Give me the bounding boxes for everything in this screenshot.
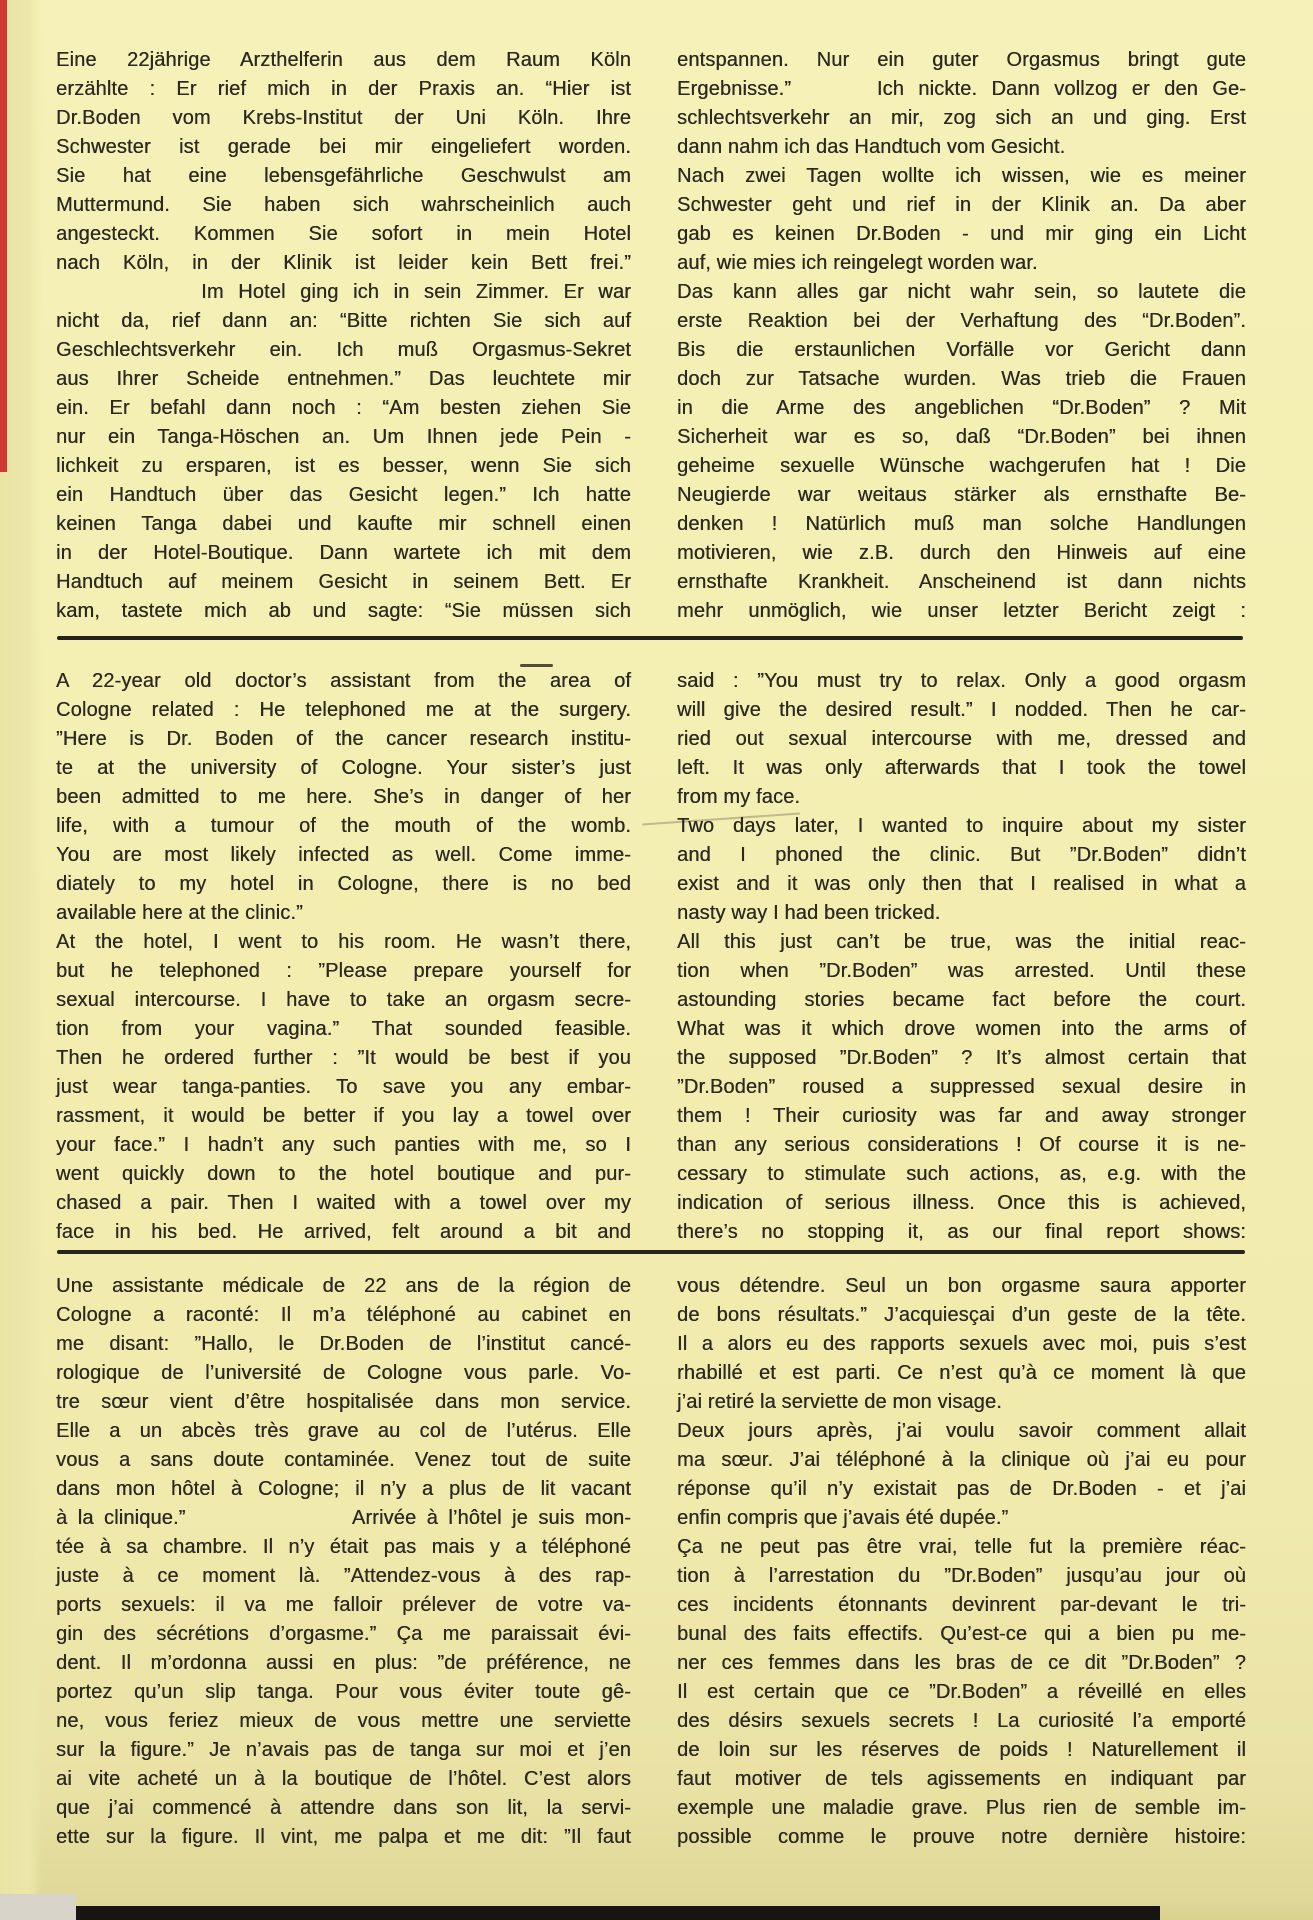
text-line: ette sur la figure. Il vint, me palpa et me dit: ”Il faut [56, 1826, 631, 1848]
text-line: cessary to stimulate such actions, as, e.g. with the [677, 1163, 1246, 1185]
text-line: ces incidents étonnants devinrent par-devant le tri- [677, 1594, 1246, 1616]
text-line: Geschlechtsverkehr ein. Ich muß Orgasmus-Sekret [56, 339, 631, 361]
text-line: Ergebnisse.” Ich nickte. Dann vollzog er den Ge- [677, 78, 1246, 100]
text-line: Il a alors eu des rapports sexuels avec moi, puis s’est [677, 1333, 1246, 1355]
text-line: Nach zwei Tagen wollte ich wissen, wie es meiner [677, 165, 1246, 187]
german-text-section [0, 46, 1313, 626]
text-line: lichkeit zu ersparen, ist es besser, wenn Sie sich [56, 455, 631, 477]
text-line: ”Dr.Boden” roused a suppressed sexual desire in [677, 1076, 1246, 1098]
text-line: rologique de l’université de Cologne vous parle. Vo- [56, 1362, 631, 1384]
section-divider-rule-top [57, 636, 1243, 640]
text-line: Then he ordered further : ”It would be best if you [56, 1047, 631, 1069]
section-divider-rule-bottom [57, 1250, 1245, 1254]
bottom-scan-bar [76, 1906, 1160, 1920]
text-line: keinen Tanga dabei und kaufte mir schnell einen [56, 513, 631, 535]
text-line: ein Handtuch über das Gesicht legen.” Ich hatte [56, 484, 631, 506]
text-line: erste Reaktion bei der Verhaftung des “Dr.Boden”. [677, 310, 1246, 332]
text-line: At the hotel, I went to his room. He wasn’t there, [56, 931, 631, 953]
text-line: in der Hotel-Boutique. Dann wartete ich mit dem [56, 542, 631, 564]
french-left-column [56, 1272, 631, 1852]
text-line: life, with a tumour of the mouth of the womb. [56, 815, 631, 837]
text-line: Sicherheit war es so, daß “Dr.Boden” bei ihnen [677, 426, 1246, 448]
text-line: Two days later, I wanted to inquire about my sister [677, 815, 1246, 837]
text-line: been admitted to me here. She’s in danger of her [56, 786, 631, 808]
text-line: Schwester ist gerade bei mir eingeliefert worden. [56, 136, 631, 158]
text-line: dans mon hôtel à Cologne; il n’y a plus de lit vacant [56, 1478, 631, 1500]
text-line: Im Hotel ging ich in sein Zimmer. Er war [56, 281, 631, 303]
text-line: Neugierde war weitaus stärker als ernsthafte Be- [677, 484, 1246, 506]
text-line: astounding stories became fact before the court. [677, 989, 1246, 1011]
german-right-column [677, 46, 1246, 626]
text-line: que j’ai commencé à attendre dans son lit, la servi- [56, 1797, 631, 1819]
text-line: vous détendre. Seul un bon orgasme saura apporter [677, 1275, 1246, 1297]
text-line: à la clinique.” Arrivée à l’hôtel je suis mon- [56, 1507, 631, 1529]
text-line: tre sœur vient d’être hospitalisée dans mon service. [56, 1391, 631, 1413]
text-line: All this just can’t be true, was the initial reac- [677, 931, 1246, 953]
french-right-column [677, 1272, 1246, 1852]
text-line: You are most likely infected as well. Come imme- [56, 844, 631, 866]
text-line: nur ein Tanga-Höschen an. Um Ihnen jede Pein - [56, 426, 631, 448]
text-line: sur la figure.” Je n’avais pas de tanga sur moi et j’en [56, 1739, 631, 1761]
english-right-column [677, 667, 1246, 1247]
text-line: Cologne a raconté: Il m’a téléphoné au cabinet en [56, 1304, 631, 1326]
text-line: tion from your vagina.” That sounded feasible. [56, 1018, 631, 1040]
text-line: left. It was only afterwards that I took the towel [677, 757, 1246, 779]
text-line: de loin sur les réserves de poids ! Naturellement il [677, 1739, 1246, 1761]
text-line: gin des sécrétions d’orgasme.” Ça me paraissait évi- [56, 1623, 631, 1645]
text-line: will give the desired result.” I nodded. Then he car- [677, 699, 1246, 721]
text-line: and I phoned the clinic. But ”Dr.Boden” didn’t [677, 844, 1246, 866]
text-line: Dr.Boden vom Krebs-Institut der Uni Köln. Ihre [56, 107, 631, 129]
text-line: réponse qu’il n’y existait pas de Dr.Boden - et j’ai [677, 1478, 1246, 1500]
text-line: your face.” I hadn’t any such panties with me, so I [56, 1134, 631, 1156]
text-line: gab es keinen Dr.Boden - und mir ging ein Licht [677, 223, 1246, 245]
text-line: portez qu’un slip tanga. Pour vous éviter toute gê- [56, 1681, 631, 1703]
text-line: there’s no stopping it, as our final report shows: [677, 1221, 1246, 1243]
text-line: Cologne related : He telephoned me at the surgery. [56, 699, 631, 721]
text-line: Elle a un abcès très grave au col de l’utérus. Elle [56, 1420, 631, 1442]
text-line: bunal des faits effectifs. Qu’est-ce qui a bien pu me- [677, 1623, 1246, 1645]
text-line: What was it which drove women into the arms of [677, 1018, 1246, 1040]
text-line: Sie hat eine lebensgefährliche Geschwulst am [56, 165, 631, 187]
text-line: ried out sexual intercourse with me, dressed and [677, 728, 1246, 750]
text-line: them ! Their curiosity was far and away stronger [677, 1105, 1246, 1127]
text-line: said : ”You must try to relax. Only a good orgasm [677, 670, 1246, 692]
text-line: dent. Il m’ordonna aussi en plus: ”de préférence, ne [56, 1652, 631, 1674]
text-line: mehr unmöglich, wie unser letzter Bericht zeigt : [677, 600, 1246, 622]
french-text-section [0, 1272, 1313, 1852]
text-line: nach Köln, in der Klinik ist leider kein Bett frei.” [56, 252, 631, 274]
text-line: ner ces femmes dans les bras de ce dit ”Dr.Boden” ? [677, 1652, 1246, 1674]
text-line: erzählte : Er rief mich in der Praxis an. “Hier ist [56, 78, 631, 100]
text-line: than any serious considerations ! Of course it is ne- [677, 1134, 1246, 1156]
text-line: ports sexuels: il va me falloir prélever de votre va- [56, 1594, 631, 1616]
text-line: but he telephoned : ”Please prepare yourself for [56, 960, 631, 982]
text-line: Ça ne peut pas être vrai, telle fut la première réac- [677, 1536, 1246, 1558]
bottom-left-scan-corner [0, 1894, 76, 1920]
text-line: available here at the clinic.” [56, 902, 303, 924]
text-line: Eine 22jährige Arzthelferin aus dem Raum Köln [56, 49, 631, 71]
text-line: dann nahm ich das Handtuch vom Gesicht. [677, 136, 1066, 158]
text-line: entspannen. Nur ein guter Orgasmus bringt gute [677, 49, 1246, 71]
text-line: ”Here is Dr. Boden of the cancer research institu- [56, 728, 631, 750]
text-line: Schwester geht und rief in der Klinik an. Da aber [677, 194, 1246, 216]
text-line: indication of serious illness. Once this is achieved, [677, 1192, 1246, 1214]
text-line: ein. Er befahl dann noch : “Am besten ziehen Sie [56, 397, 631, 419]
text-line: rhabillé et est parti. Ce n’est qu’à ce moment là que [677, 1362, 1246, 1384]
text-line: A 22-year old doctor’s assistant from the area of [56, 670, 631, 692]
text-line: juste à ce moment là. ”Attendez-vous à des rap- [56, 1565, 631, 1587]
text-line: schlechtsverkehr an mir, zog sich an und ging. Erst [677, 107, 1246, 129]
text-line: motivieren, wie z.B. durch den Hinweis auf eine [677, 542, 1246, 564]
text-line: de bons résultats.” J’acquiesçai d’un geste de la tête. [677, 1304, 1246, 1326]
text-line: vous a sans doute contaminée. Venez tout de suite [56, 1449, 631, 1471]
text-line: nicht da, rief dann an: “Bitte richten Sie sich auf [56, 310, 631, 332]
text-line: Deux jours après, j’ai voulu savoir comment allait [677, 1420, 1246, 1442]
text-line: exist and it was only then that I realised in what a [677, 873, 1246, 895]
text-line: tée à sa chambre. Il n’y était pas mais y a téléphoné [56, 1536, 631, 1558]
text-line: angesteckt. Kommen Sie sofort in mein Hotel [56, 223, 631, 245]
text-line: ai vite acheté un à la boutique de l’hôtel. C’est alors [56, 1768, 631, 1790]
text-line: faut motiver de tels agissements en indiquant par [677, 1768, 1246, 1790]
english-left-column [56, 667, 631, 1247]
text-line: denken ! Natürlich muß man solche Handlungen [677, 513, 1246, 535]
german-left-column [56, 46, 631, 626]
text-line: in die Arme des angeblichen “Dr.Boden” ? Mit [677, 397, 1246, 419]
text-line: just wear tanga-panties. To save you any embar- [56, 1076, 631, 1098]
text-line: ma sœur. J’ai téléphoné à la clinique où j’ai eu pour [677, 1449, 1246, 1471]
text-line: tion when ”Dr.Boden” was arrested. Until these [677, 960, 1246, 982]
text-line: Bis die erstaunlichen Vorfälle vor Gericht dann [677, 339, 1246, 361]
text-line: Das kann alles gar nicht wahr sein, so lautete die [677, 281, 1246, 303]
text-line: te at the university of Cologne. Your sister’s just [56, 757, 631, 779]
text-line: Handtuch auf meinem Gesicht in seinem Bett. Er [56, 571, 631, 593]
english-text-section [0, 667, 1313, 1247]
text-line: des désirs sexuels secrets ! La curiosité l’a emporté [677, 1710, 1246, 1732]
text-line: me disant: ”Hallo, le Dr.Boden de l’institut cancé- [56, 1333, 631, 1355]
text-line: kam, tastete mich ab und sagte: “Sie müssen sich [56, 600, 631, 622]
text-line: from my face. [677, 786, 801, 808]
text-line: Muttermund. Sie haben sich wahrscheinlich auch [56, 194, 631, 216]
text-line: possible comme le prouve notre dernière histoire: [677, 1826, 1246, 1848]
text-line: aus Ihrer Scheide entnehmen.” Das leuchtete mir [56, 368, 631, 390]
text-line: ernsthafte Krankheit. Anscheinend ist dann nichts [677, 571, 1246, 593]
text-line: went quickly down to the hotel boutique and pur- [56, 1163, 631, 1185]
text-line: tion à l’arrestation du ”Dr.Boden” jusqu’au jour où [677, 1565, 1246, 1587]
text-line: rassment, it would be better if you lay a towel over [56, 1105, 631, 1127]
text-line: Il est certain que ce ”Dr.Boden” a réveillé en elles [677, 1681, 1246, 1703]
text-line: diately to my hotel in Cologne, there is no bed [56, 873, 631, 895]
text-line: geheime sexuelle Wünsche wachgerufen hat ! Die [677, 455, 1246, 477]
text-line: Une assistante médicale de 22 ans de la région de [56, 1275, 631, 1297]
text-line: ne, vous feriez mieux de vous mettre une serviette [56, 1710, 631, 1732]
text-line: face in his bed. He arrived, felt around a bit and [56, 1221, 631, 1243]
text-line: the supposed ”Dr.Boden” ? It’s almost certain that [677, 1047, 1246, 1069]
text-line: j’ai retiré la serviette de mon visage. [677, 1391, 1002, 1413]
text-line: auf, wie mies ich reingelegt worden war. [677, 252, 1038, 274]
text-line: sexual intercourse. I have to take an orgasm secre- [56, 989, 631, 1011]
text-line: doch zur Tatsache wurden. Was trieb die Frauen [677, 368, 1246, 390]
text-line: enfin compris que j’avais été dupée.” [677, 1507, 1009, 1529]
text-line: chased a pair. Then I waited with a towel over my [56, 1192, 631, 1214]
text-line: exemple une maladie grave. Plus rien de semble im- [677, 1797, 1246, 1819]
text-line: nasty way I had been tricked. [677, 902, 941, 924]
